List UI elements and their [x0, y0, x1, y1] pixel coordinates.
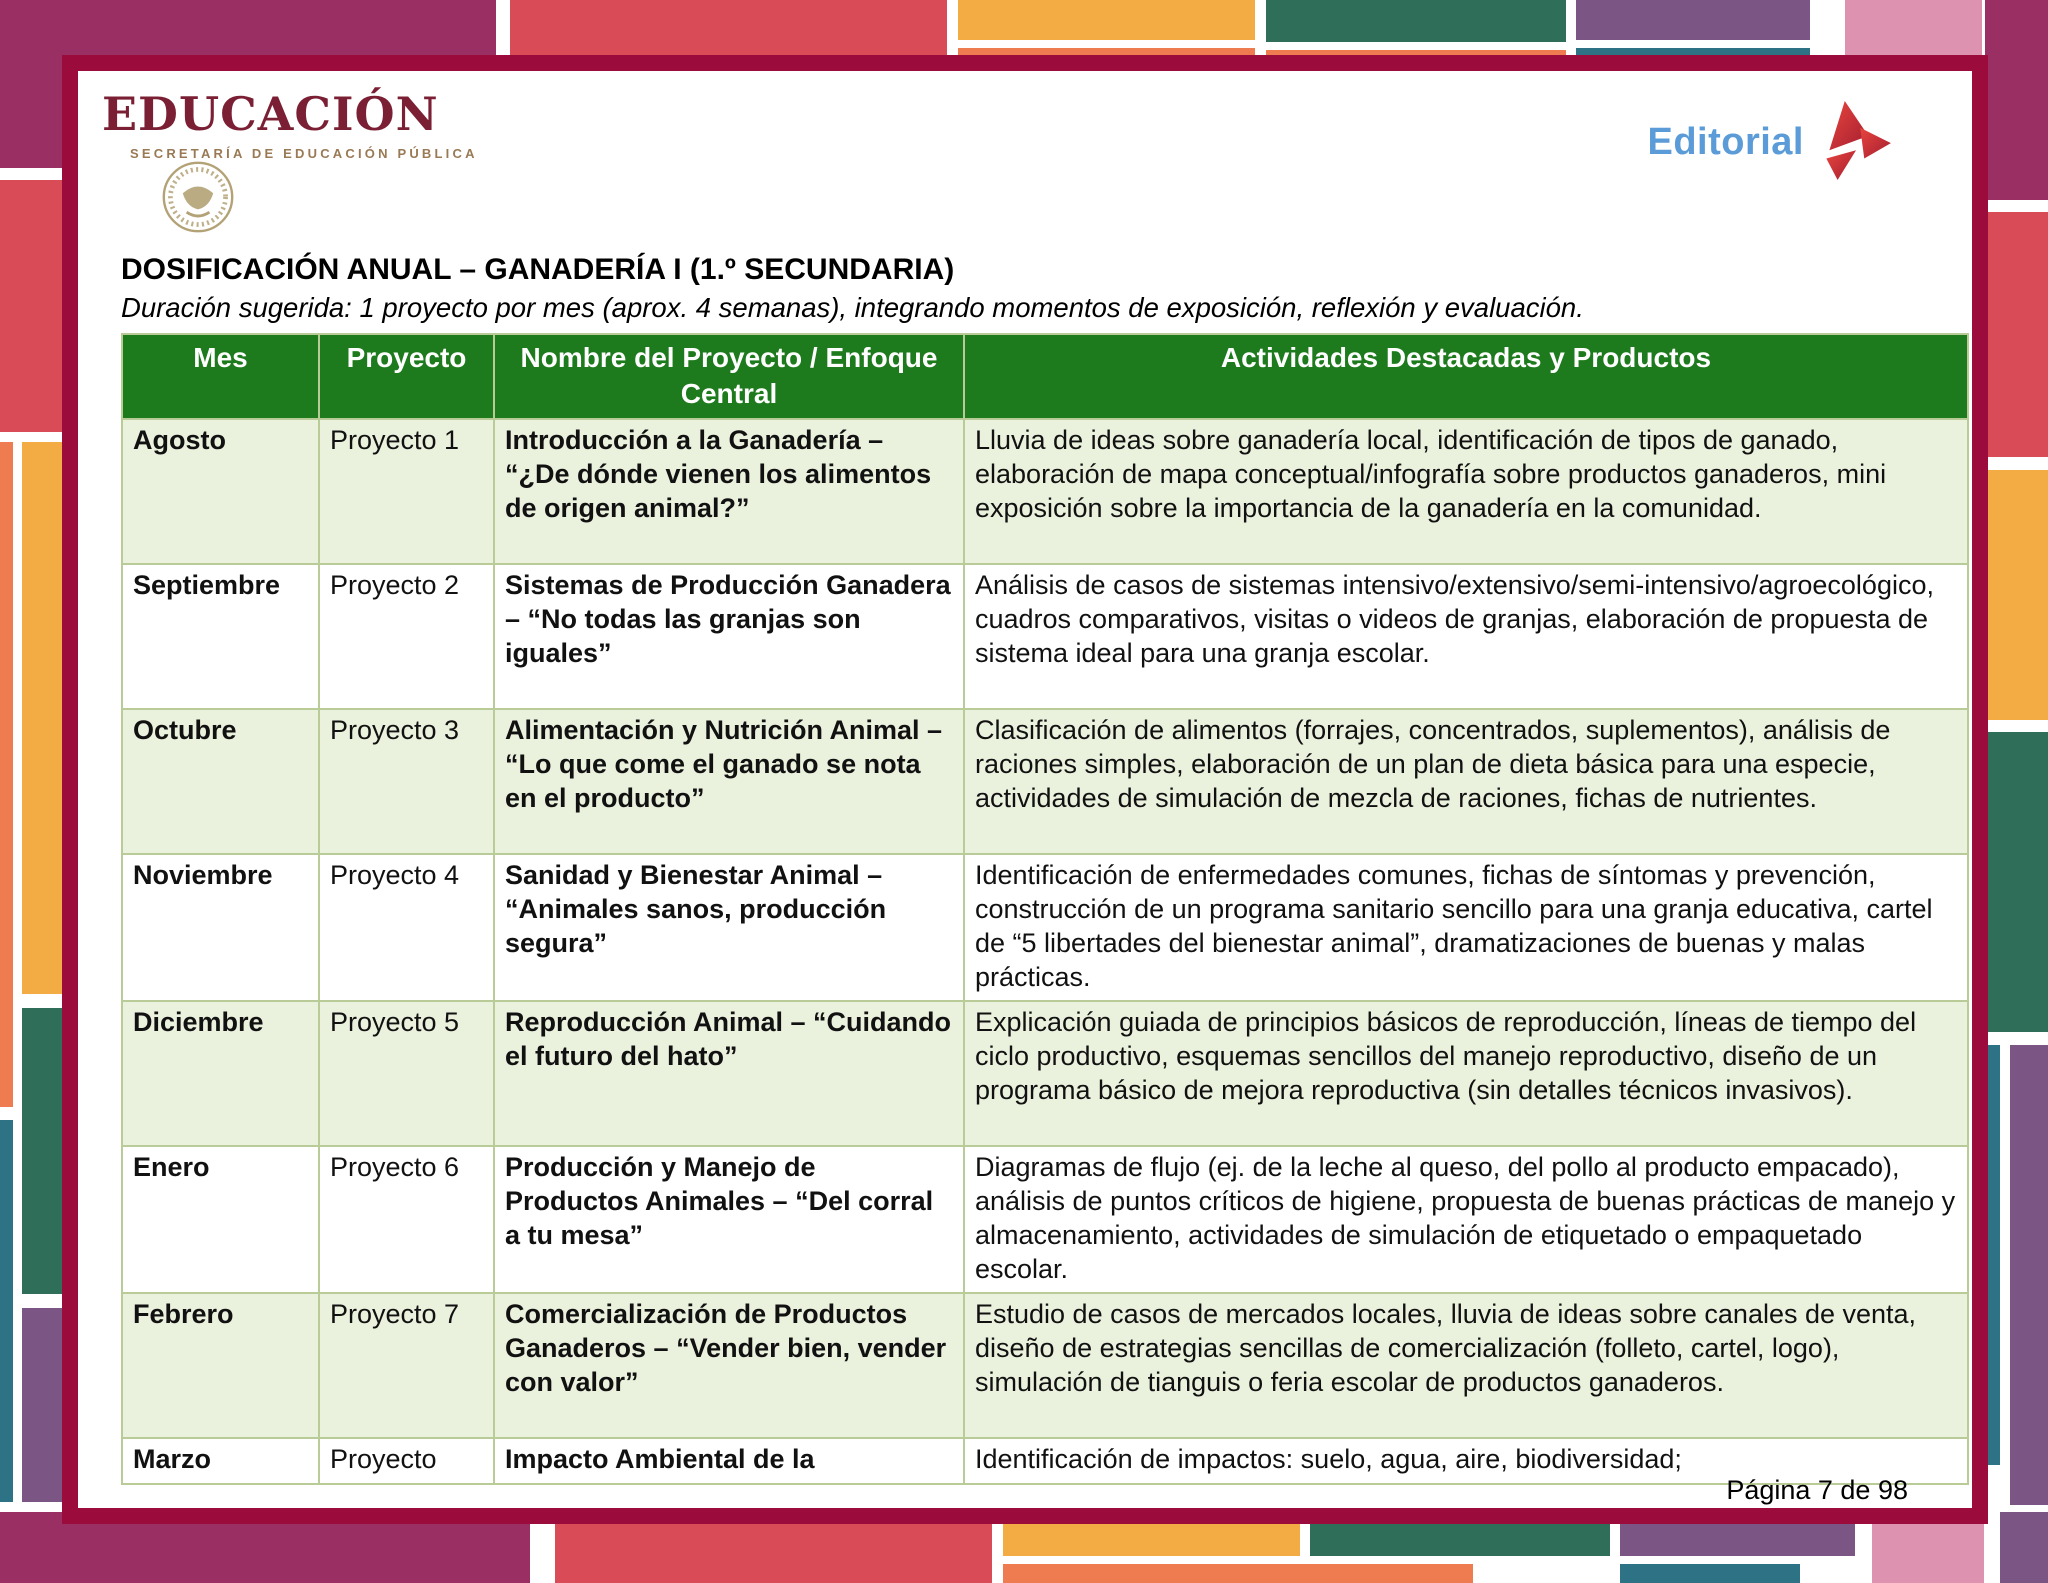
mosaic-tile — [0, 1120, 13, 1502]
table-row — [122, 419, 1968, 564]
cell-mes: Octubre — [122, 709, 319, 854]
cell-nombre: Reproducción Animal – “Cuidando el futuro del hato” — [494, 1001, 964, 1146]
column-header-actividades: Actividades Destacadas y Productos — [964, 334, 1968, 419]
mosaic-tile — [0, 0, 496, 55]
cell-actividades: Análisis de casos de sistemas intensivo/extensivo/semi-intensivo/agroecológico, cuadros comparativos, visitas o videos de granjas, elaboración de propuesta de sistema ideal para una granja escolar. — [964, 564, 1968, 709]
cell-proyecto: Proyecto 1 — [319, 419, 494, 564]
mosaic-tile — [1003, 1520, 1300, 1556]
table-row — [122, 709, 1968, 854]
cell-actividades: Identificación de impactos: suelo, agua, aire, biodiversidad; — [964, 1438, 1968, 1484]
cell-actividades: Identificación de enfermedades comunes, fichas de síntomas y prevención, construcción de un programa sanitario sencillo para una granja educativa, cartel de “5 libertades del bienestar animal”, dramatizaciones de buenas y malas prácticas. — [964, 854, 1968, 1001]
page-subtitle: Duración sugerida: 1 proyecto por mes (aprox. 4 semanas), integrando momentos de exposición, reflexión y evaluación. — [121, 292, 1584, 323]
mosaic-tile — [1576, 0, 1810, 40]
editorial-md-text: Editorial — [1647, 121, 1804, 163]
cell-actividades: Clasificación de alimentos (forrajes, concentrados, suplementos), análisis de raciones simples, elaboración de un plan de dieta básica para una especie, actividades de simulación de mezcla de raciones, fichas de nutrientes. — [964, 709, 1968, 854]
cell-proyecto: Proyecto 2 — [319, 564, 494, 709]
cell-nombre: Comercialización de Productos Ganaderos – “Vender bien, vender con valor” — [494, 1293, 964, 1438]
mosaic-tile — [1985, 470, 2048, 720]
cell-proyecto: Proyecto 3 — [319, 709, 494, 854]
cell-actividades: Diagramas de flujo (ej. de la leche al queso, del pollo al producto empacado), análisis de puntos críticos de higiene, propuesta de buenas prácticas de manejo y almacenamiento, actividades de simulación de etiquetado o empaquetado escolar. — [964, 1146, 1968, 1293]
editorial-md-mark-icon — [1814, 99, 1894, 186]
cell-nombre: Sanidad y Bienestar Animal – “Animales sanos, producción segura” — [494, 854, 964, 1001]
mosaic-tile — [510, 0, 947, 55]
mosaic-tile — [0, 442, 13, 1107]
cell-mes: Febrero — [122, 1293, 319, 1438]
mosaic-tile — [1985, 0, 2048, 200]
cell-actividades: Explicación guiada de principios básicos de reproducción, líneas de tiempo del ciclo productivo, esquemas sencillos del manejo reproductivo, diseño de un programa básico de mejora reproductiva (sin detalles técnicos invasivos). — [964, 1001, 1968, 1146]
mosaic-tile — [1985, 212, 2048, 457]
mosaic-tile — [1310, 1520, 1610, 1556]
table-row — [122, 1001, 1968, 1146]
sep-wordmark: EDUCACIÓN — [102, 87, 439, 141]
mosaic-tile — [1003, 1564, 1473, 1583]
column-header-mes: Mes — [122, 334, 319, 419]
table-row-truncated — [122, 1438, 1968, 1484]
mosaic-tile — [2000, 1512, 2048, 1583]
mosaic-tile — [0, 180, 62, 432]
sep-logo — [102, 87, 522, 161]
table-row — [122, 1293, 1968, 1438]
mosaic-tile — [1620, 1520, 1855, 1556]
cell-nombre: Impacto Ambiental de la — [494, 1438, 964, 1484]
cell-nombre: Sistemas de Producción Ganadera – “No todas las granjas son iguales” — [494, 564, 964, 709]
table-header-row — [122, 334, 1968, 419]
mosaic-tile — [0, 0, 62, 168]
table-row — [122, 1146, 1968, 1293]
dosificacion-table — [121, 333, 1969, 1485]
editorial-md-logo — [1647, 99, 1894, 186]
mosaic-tile — [1266, 0, 1566, 42]
cell-proyecto: Proyecto 4 — [319, 854, 494, 1001]
mosaic-tile — [1620, 1564, 1800, 1583]
mosaic-tile — [22, 1308, 62, 1502]
cell-mes: Marzo — [122, 1438, 319, 1484]
mosaic-tile — [22, 442, 62, 994]
cell-mes: Septiembre — [122, 564, 319, 709]
cell-mes: Diciembre — [122, 1001, 319, 1146]
cell-mes: Noviembre — [122, 854, 319, 1001]
table-row — [122, 564, 1968, 709]
cell-actividades: Estudio de casos de mercados locales, lluvia de ideas sobre canales de venta, diseño de estrategias sencillas de comercialización (folleto, cartel, logo), simulación de tianguis o feria escolar de productos ganaderos. — [964, 1293, 1968, 1438]
cell-mes: Enero — [122, 1146, 319, 1293]
mosaic-tile — [22, 1008, 62, 1294]
cell-mes: Agosto — [122, 419, 319, 564]
mosaic-tile — [1872, 1520, 1984, 1583]
cell-proyecto: Proyecto — [319, 1438, 494, 1484]
cell-nombre: Introducción a la Ganadería – “¿De dónde vienen los alimentos de origen animal?” — [494, 419, 964, 564]
cell-proyecto: Proyecto 5 — [319, 1001, 494, 1146]
mexico-seal-icon — [160, 159, 236, 235]
page-title: DOSIFICACIÓN ANUAL – GANADERÍA I (1.º SECUNDARIA) — [121, 253, 955, 286]
document-page — [62, 55, 1988, 1524]
cell-proyecto: Proyecto 6 — [319, 1146, 494, 1293]
mosaic-tile — [1985, 732, 2048, 1032]
column-header-proyecto: Proyecto — [319, 334, 494, 419]
page-number: Página 7 de 98 — [1726, 1475, 1908, 1505]
cell-actividades: Lluvia de ideas sobre ganadería local, identificación de tipos de ganado, elaboración de mapa conceptual/infografía sobre productos ganaderos, mini exposición sobre la importancia de la ganadería en la comunidad. — [964, 419, 1968, 564]
cell-nombre: Alimentación y Nutrición Animal – “Lo que come el ganado se nota en el producto” — [494, 709, 964, 854]
mosaic-tile — [555, 1520, 992, 1583]
cell-nombre: Producción y Manejo de Productos Animales – “Del corral a tu mesa” — [494, 1146, 964, 1293]
mosaic-tile — [2010, 1045, 2048, 1505]
table-row — [122, 854, 1968, 1001]
cell-proyecto: Proyecto 7 — [319, 1293, 494, 1438]
column-header-nombre: Nombre del Proyecto / Enfoque Central — [494, 334, 964, 419]
sep-subtitle: SECRETARÍA DE EDUCACIÓN PÚBLICA — [130, 146, 478, 161]
mosaic-tile — [958, 0, 1255, 40]
